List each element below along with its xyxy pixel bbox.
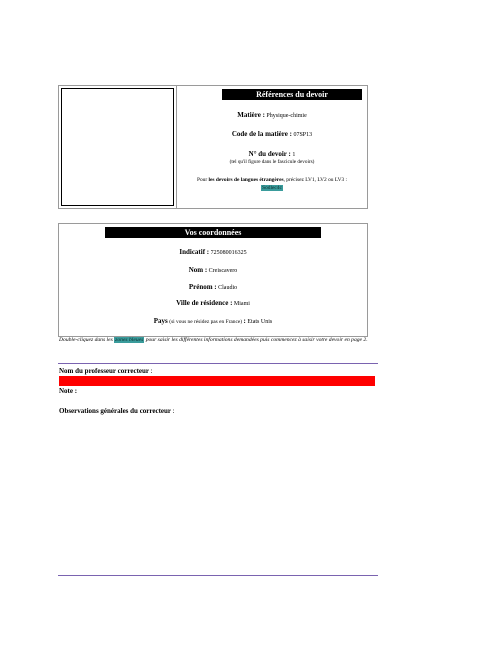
prenom-value[interactable]: Claudio (218, 285, 238, 291)
prenom-label: Prénom : (188, 283, 217, 291)
language-prefix: Pour (196, 177, 208, 183)
note-label: Note : (59, 387, 78, 395)
code-value[interactable]: 07SP13 (293, 132, 313, 138)
references-box (58, 85, 368, 209)
nom-label: Nom : (188, 266, 208, 274)
references-title: Références du devoir (222, 89, 362, 100)
language-line (177, 177, 367, 183)
observations-colon: : (172, 407, 175, 415)
contact-title: Vos coordonnées (105, 227, 321, 238)
instruction-text (59, 337, 368, 343)
prenom-line (59, 283, 367, 291)
contact-box (58, 223, 368, 337)
number-note: (tel qu'il figure dans le fascicule devoirs) (229, 159, 315, 165)
instruction-before: Double-cliquez dans les (59, 337, 113, 343)
pays-note: (si vous ne résidez pas en France) (169, 319, 243, 325)
pays-label: Pays (153, 317, 168, 325)
ville-label: Ville de résidence : (176, 299, 233, 307)
nom-line (59, 266, 367, 274)
pays-line (59, 317, 367, 325)
ville-line (59, 299, 367, 307)
subject-label: Matière : (237, 111, 265, 119)
code-label: Code de la matière : (231, 130, 292, 138)
photo-frame (61, 88, 174, 206)
teacher-line (59, 367, 153, 375)
teacher-colon: : (150, 367, 153, 375)
instruction-highlight: zones bleues (115, 337, 144, 343)
indicatif-label: Indicatif : (179, 248, 210, 256)
top-divider (58, 363, 378, 364)
nom-value[interactable]: Creiscavero (208, 268, 238, 274)
observations-label: Observations générales du correcteur (59, 407, 171, 415)
number-value[interactable]: 1 (292, 152, 296, 158)
instruction-after: pour saisir les différentes informations demandées puis commencez à saisir votre devoir en page 2. (145, 337, 368, 343)
indicatif-value[interactable]: 725080016325 (210, 250, 247, 256)
code-line (177, 130, 367, 138)
pays-colon: : (243, 317, 246, 325)
language-suffix: , précisez LV1, LV2 ou LV3 : (283, 177, 348, 183)
teacher-label: Nom du professeur correcteur (59, 367, 149, 375)
language-bold: les devoirs de langues étrangères (208, 177, 284, 183)
subject-value[interactable]: Physique-chimie (266, 113, 307, 119)
teacher-name-field[interactable] (59, 376, 375, 386)
number-label: N° du devoir : (248, 150, 291, 158)
number-line (177, 150, 367, 158)
observations-line (59, 407, 175, 415)
language-field[interactable]: Sodlec4c (262, 185, 282, 191)
bottom-divider (58, 575, 378, 576)
photo-cell (59, 86, 177, 208)
ville-value[interactable]: Miami (233, 301, 250, 307)
subject-line (177, 111, 367, 119)
language-field-line (177, 185, 367, 191)
indicatif-line (59, 248, 367, 256)
pays-value[interactable]: Etats Unis (247, 319, 273, 325)
